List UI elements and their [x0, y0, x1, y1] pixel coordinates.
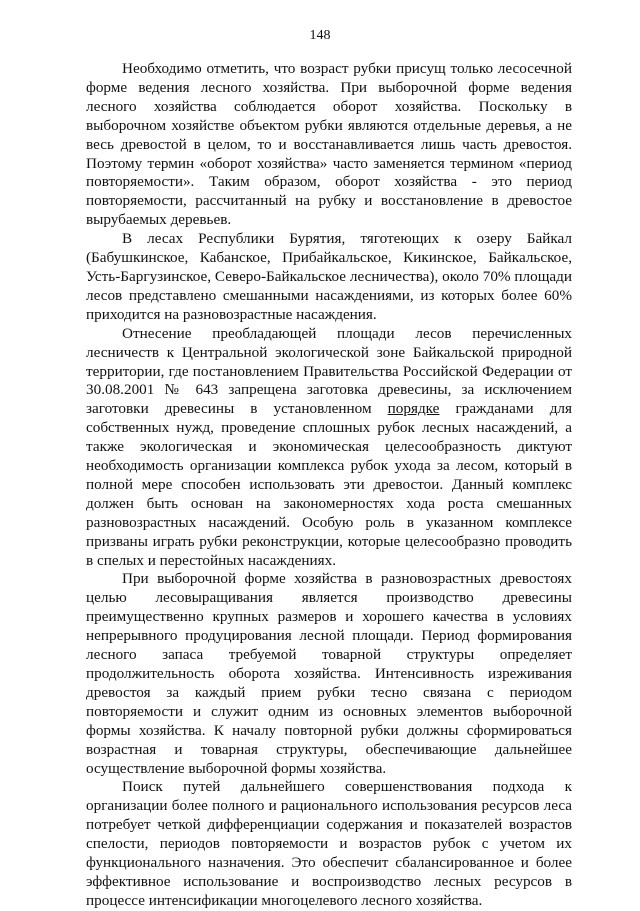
paragraph-3 [86, 325, 572, 571]
paragraph-5: Поиск путей дальнейшего совершенствования подхода к организации более полного и рационального использования ресурсов леса потребует четкой дифференциации содержания и показателей возрастов спелости, периодов повторяемости и возрастов рубок с учетом их функционального назначения. Это обеспечит сбалансированное и более эффективное использование и воспроизводство лесных ресурсов в процессе интенсификации многоцелевого лесного хозяйства. [86, 778, 572, 909]
page-number: 148 [309, 28, 331, 43]
paragraph-2: В лесах Республики Бурятия, тяготеющих к озеру Байкал (Бабушкинское, Кабанское, Прибайкальское, Кикинское, Байкальское, Усть-Баргузинское, Северо-Байкальское лесничества), около 70% площади лесов представлено смешанными насаждениями, из которых более 60% приходится на разновозрастные насаждения. [86, 230, 572, 323]
body-text [86, 60, 572, 911]
paragraph-3-text-after: гражданами для собственных нужд, проведение сплошных рубок лесных насаждений, а также экологическая и экономическая целесообразность диктуют необходимость организации комплекса рубок ухода за лесом, который в полной мере способен использовать эти древостои. Данный комплекс должен быть основан на закономерностях хода роста смешанных разновозрастных насаждений. Особую роль в указанном комплексе призваны играть рубки реконструкции, которые целесообразно проводить в спелых и перестойных насаждениях. [86, 400, 572, 569]
paragraph-3-text-before: Отнесение преобладающей площади лесов перечисленных лесничеств к Центральной экологической зоне Байкальской природной территории, где постановлением Правительства Российской Федерации от 30.08.2001 № 643 запрещена заготовка древесины, за исключением заготовки древесины в установленном [86, 324, 572, 418]
order-link[interactable]: порядке [387, 400, 440, 418]
paragraph-1: Необходимо отметить, что возраст рубки присущ только лесосечной форме ведения лесного хозяйства. При выборочной форме ведения лесного хозяйства соблюдается оборот хозяйства. Поскольку в выборочном хозяйстве объектом рубки являются отдельные деревья, а не весь древостой в целом, то и восстанавливается лишь часть древостоя. Поэтому термин «оборот хозяйства» часто заменяется термином «период повторяемости». Таким образом, оборот хозяйства - это период повторяемости, рассчитанный на рубку и восстановление в древостое вырубаемых деревьев. [86, 60, 572, 229]
paragraph-4: При выборочной форме хозяйства в разновозрастных древостоях целью лесовыращивания является производство древесины преимущественно крупных размеров и хорошего качества в условиях непрерывного продуцирования лесной площади. Период формирования лесного запаса требуемой товарной структуры определяет продолжительность оборота хозяйства. Интенсивность изреживания древостоя за каждый прием рубки тесно связана с периодом повторяемости и служит одним из основных элементов выборочной формы хозяйства. К началу повторной рубки должны сформироваться возрастная и товарная структуры, обеспечивающие дальнейшее осуществление выборочной формы хозяйства. [86, 570, 572, 777]
